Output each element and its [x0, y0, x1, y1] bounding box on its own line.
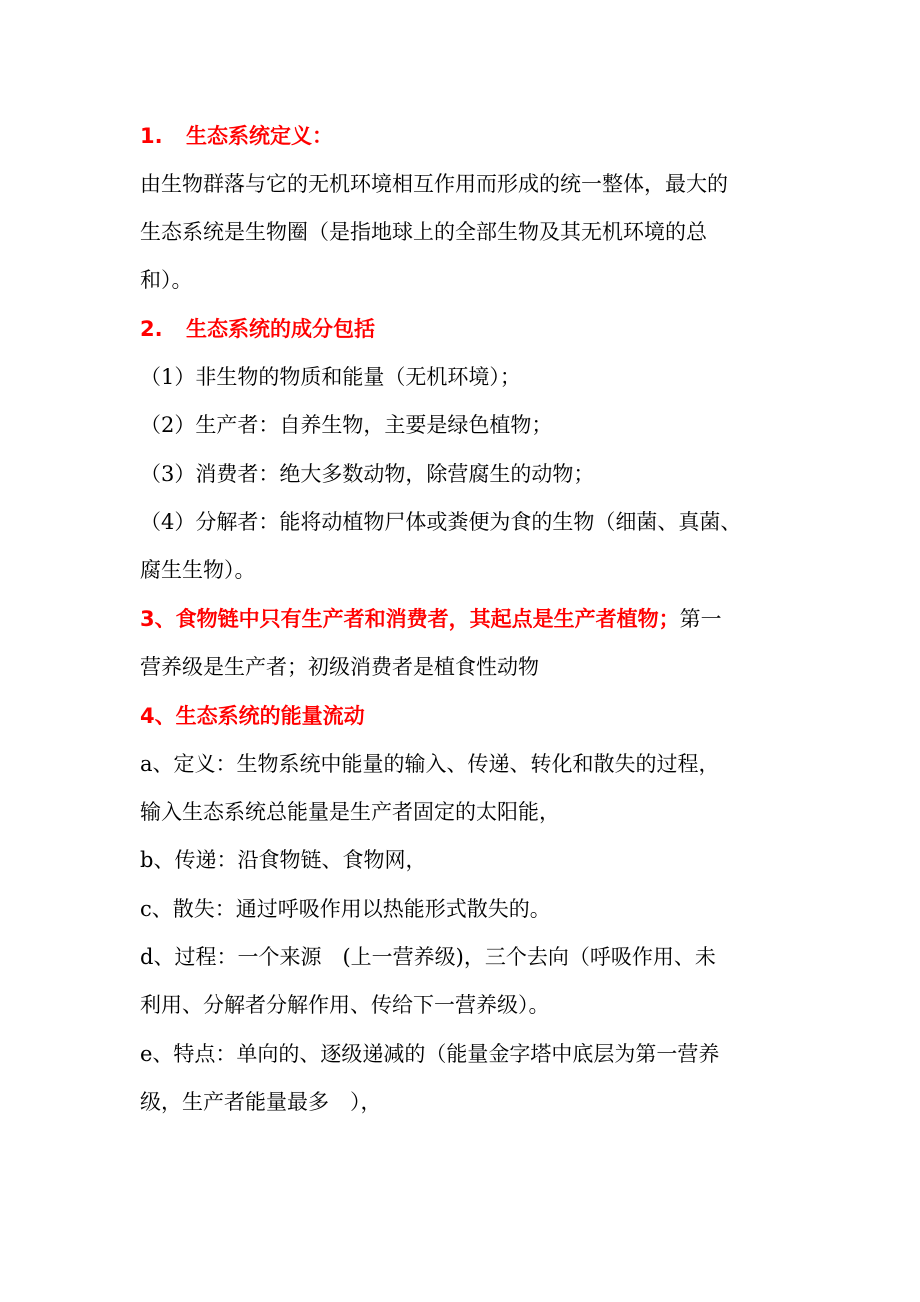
section-4-line: 利用、分解者分解作用、传给下一营养级）。 — [140, 993, 550, 1017]
section-1-heading — [140, 122, 820, 150]
section-2-item: （3）消费者：绝大多数动物，除营腐生的动物； — [140, 462, 595, 486]
section-3-emphasis: 3、食物链中只有生产者和消费者，其起点是生产者植物； — [140, 607, 680, 631]
section-4-line: 级，生产者能量最多 ）， — [140, 1090, 382, 1114]
section-2-item: （4）分解者：能将动植物尸体或粪便为食的生物（细菌、真菌、 — [140, 510, 742, 534]
section-1-body-line: 由生物群落与它的无机环境相互作用而形成的统一整体，最大的 — [140, 172, 728, 196]
section-1-title: 生态系统定义： — [186, 124, 333, 148]
section-4-line: b、传递：沿食物链、食物网， — [140, 848, 427, 872]
section-2-item: （2）生产者：自养生物，主要是绿色植物； — [140, 413, 553, 437]
section-4-heading: 4、生态系统的能量流动 — [140, 704, 365, 728]
section-4-line: 输入生态系统总能量是生产者固定的太阳能， — [140, 800, 560, 824]
section-3-line — [140, 605, 820, 633]
section-4-line: a、定义：生物系统中能量的输入、传递、转化和散失的过程， — [140, 752, 720, 776]
section-4-line: c、散失：通过呼吸作用以热能形式散失的。 — [140, 897, 551, 921]
section-2-number: 2. — [140, 317, 163, 341]
section-1-body-line: 和）。 — [140, 268, 193, 292]
section-2-title: 生态系统的成分包括 — [186, 317, 375, 341]
section-3-line-2: 营养级是生产者；初级消费者是植食性动物 — [140, 655, 539, 679]
section-1-body-line: 生态系统是生物圈（是指地球上的全部生物及其无机环境的总 — [140, 220, 707, 244]
section-4-line: e、特点：单向的、逐级递减的（能量金字塔中底层为第一营养 — [140, 1042, 720, 1066]
section-4-line: d、过程：一个来源 (上一营养级)，三个去向（呼吸作用、未 — [140, 945, 716, 969]
section-1-number: 1. — [140, 124, 163, 148]
section-2-item: 腐生生物）。 — [140, 558, 256, 582]
section-2-heading — [140, 315, 820, 343]
section-2-item: （1）非生物的物质和能量（无机环境）； — [140, 365, 521, 389]
section-3-rest: 第一 — [679, 607, 722, 631]
